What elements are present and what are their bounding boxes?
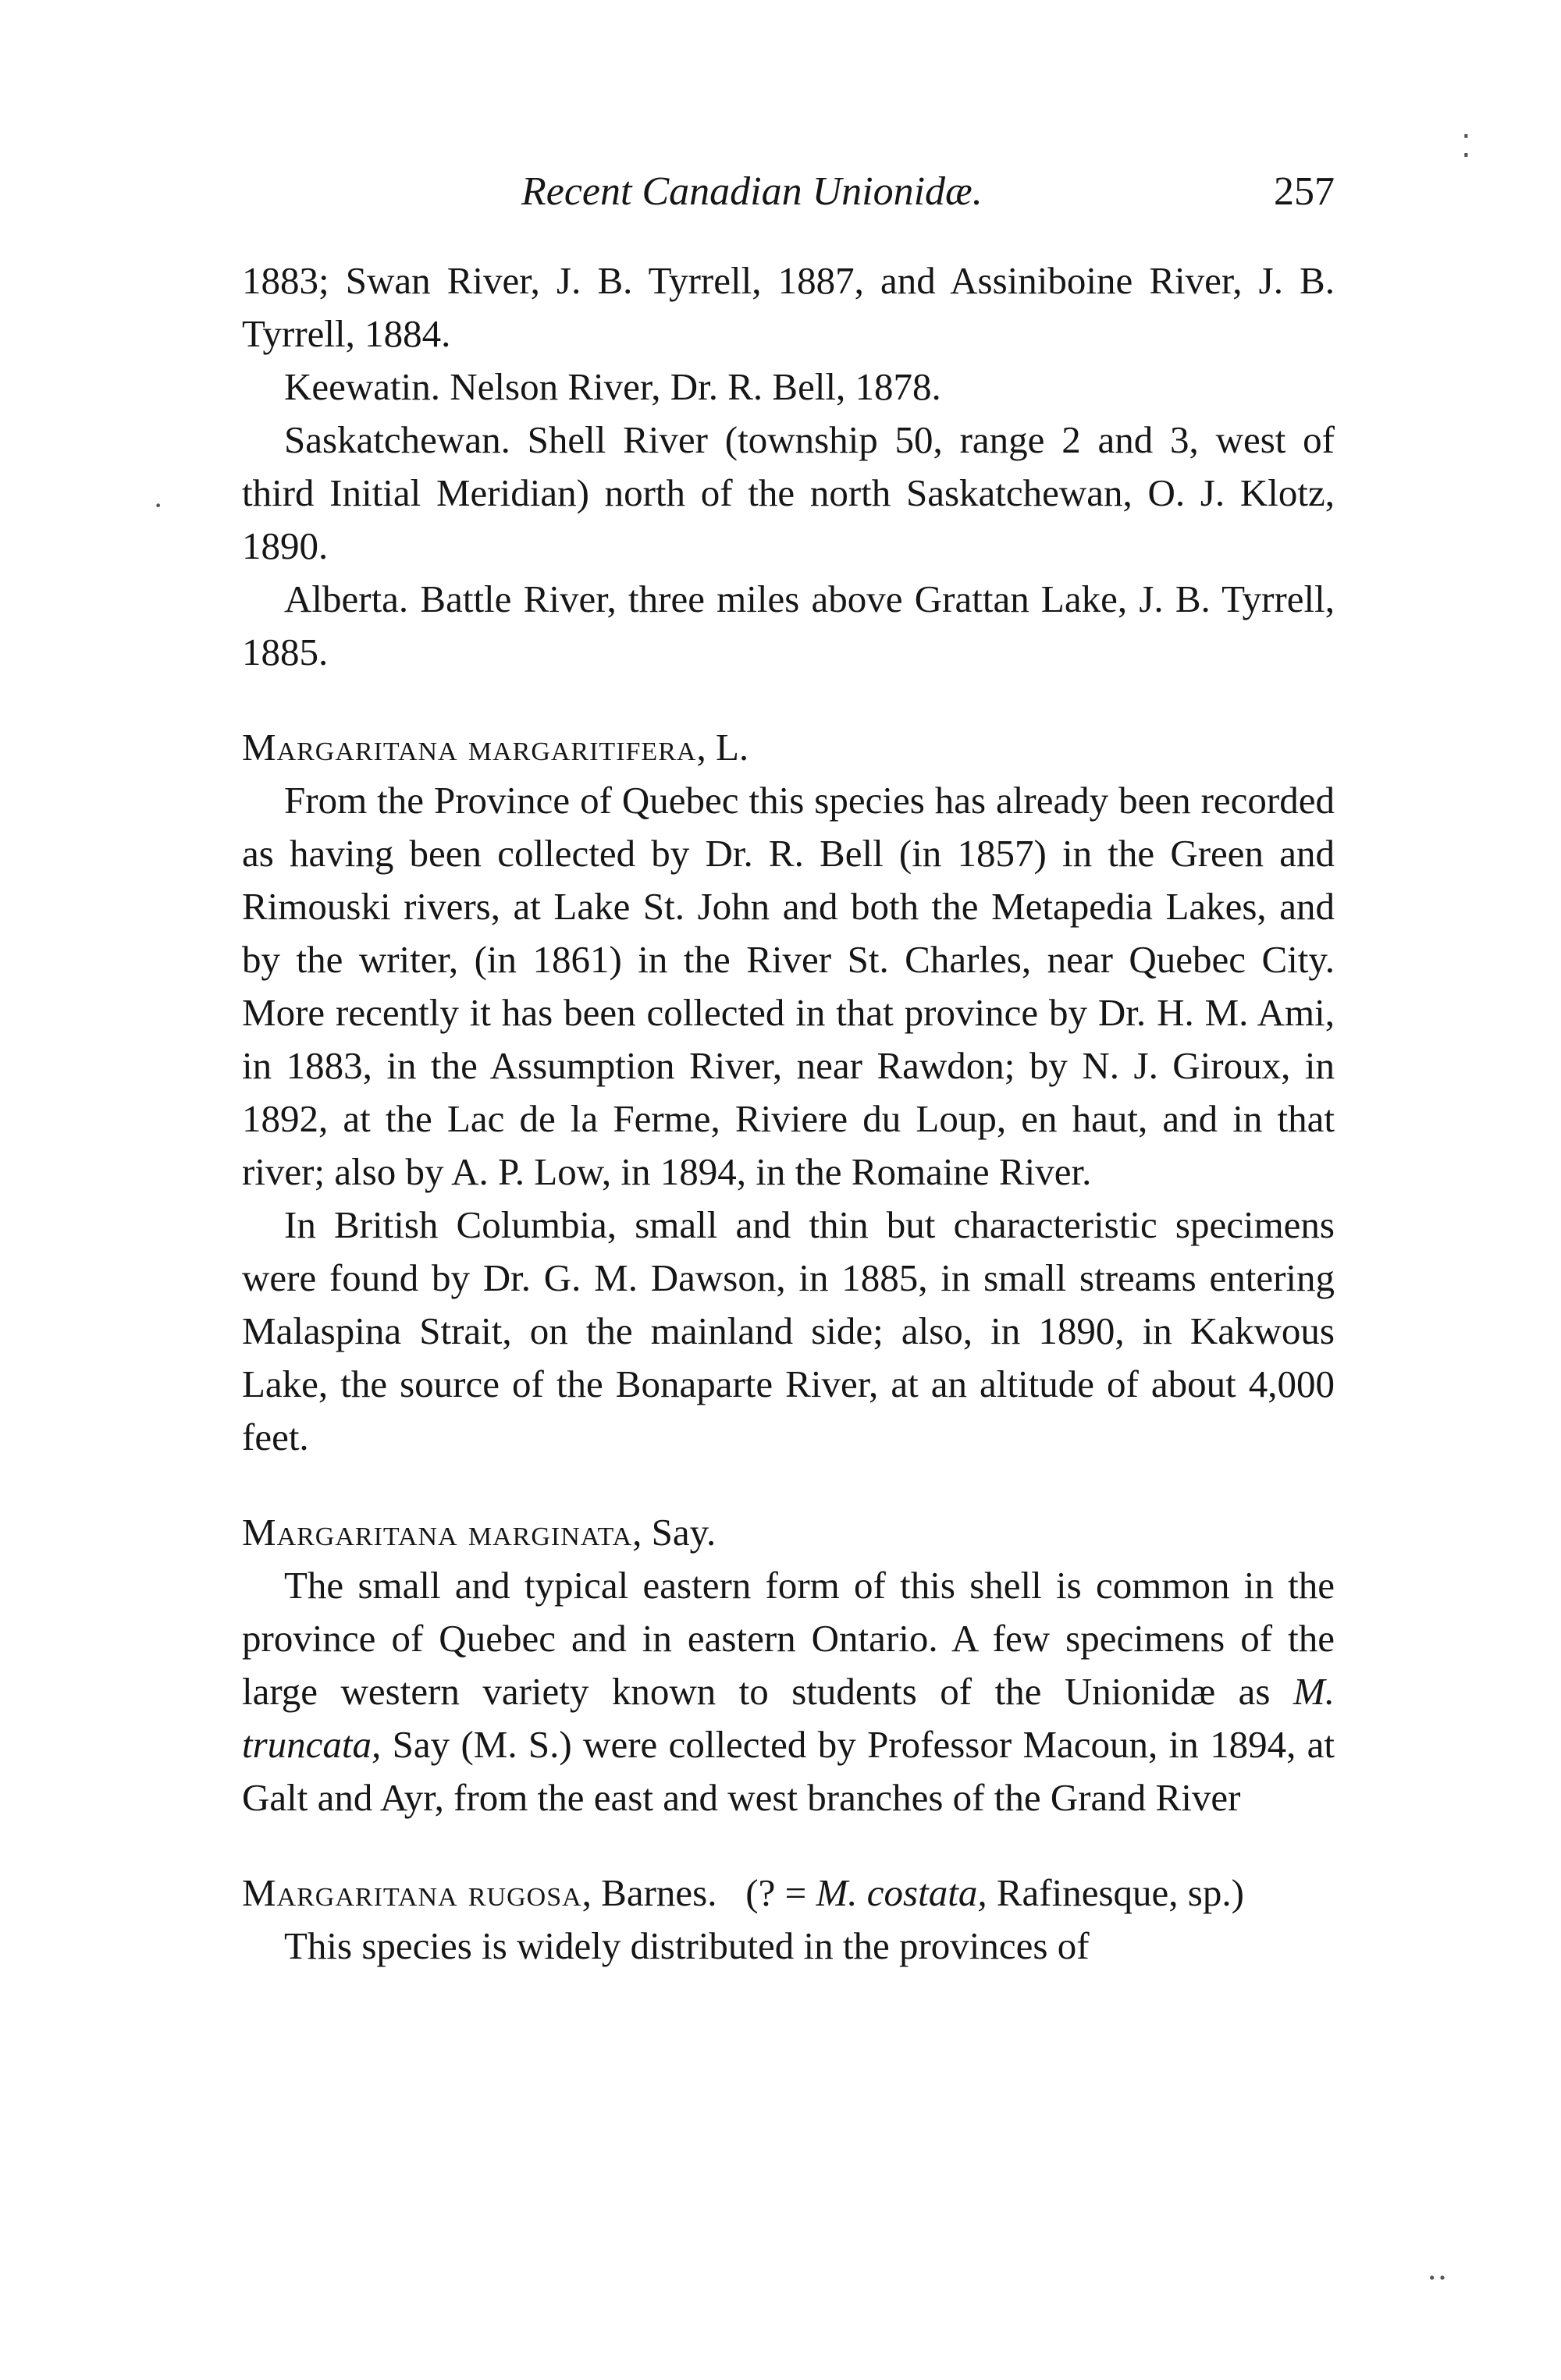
species-name: Margaritana marginata <box>242 1511 633 1554</box>
paragraph-text: Say (M. S.) were collected by Professor Macoun, in 1894, at Galt and Ayr, from the east and west branches of the Grand River <box>242 1723 1335 1819</box>
synonym-italic: M. costata, <box>816 1871 987 1914</box>
running-title: Recent Canadian Unionidæ. <box>521 169 983 214</box>
paragraph: Alberta. Battle River, three miles above Grattan Lake, J. B. Tyrrell, 1885. <box>242 577 1335 673</box>
species-heading <box>242 1867 1335 1920</box>
species-heading <box>242 1506 1335 1559</box>
paragraph <box>242 1559 1335 1824</box>
species-heading <box>242 721 1335 774</box>
margin-speck: · <box>153 488 164 523</box>
paragraph: Saskatchewan. Shell River (township 50, range 2 and 3, west of third Initial Meridian) north of the north Saskatchewan, O. J. Klotz, 1890. <box>242 418 1335 567</box>
margin-speck: ⁚ <box>1461 129 1471 164</box>
paragraph-text: The small and typical eastern form of this shell is common in the province of Quebec and in eastern Ontario. <box>242 1564 1335 1660</box>
paragraph: In British Columbia, small and thin but characteristic specimens were found by Dr. G. M. Dawson, in 1885, in small streams entering Malaspina Strait, on the mainland side; also, in 1890, in Kakwous Lake, the source of the Bonaparte River, at an altitude of about 4,000 feet. <box>242 1203 1335 1458</box>
paragraph: Keewatin. Nelson River, Dr. R. Bell, 1878. <box>284 365 941 408</box>
paragraph: This species is widely distributed in the provinces of <box>284 1924 1090 1967</box>
page-header <box>242 169 1335 223</box>
species-author: , L. <box>696 726 749 769</box>
paragraph-text: A few specimens of the large western variety known to students of the Unionidæ as <box>242 1617 1335 1713</box>
margin-speck: ‥ <box>1427 2251 1448 2286</box>
species-author: , Say. <box>632 1511 716 1554</box>
paragraph: From the Province of Quebec this species has already been recorded as having been collected by Dr. R. Bell (in 1857) in the Green and Rimouski rivers, at Lake St. John and both the Metapedia Lakes, and by the writer, (in 1861) in the River St. Charles, near Quebec City. More recently it has been collected in that province by Dr. H. M. Ami, in 1883, in the Assumption River, near Rawdon; by N. J. Giroux, in 1892, at the Lac de la Ferme, Riviere du Loup, en haut, and in that river; also by A. P. Low, in 1894, in the Romaine River. <box>242 779 1335 1193</box>
synonym-prefix: (? = <box>745 1871 807 1914</box>
taxon-italic: M. truncata, <box>242 1670 1335 1766</box>
page-body <box>242 254 1335 1973</box>
species-name: Margaritana margaritifera <box>242 726 697 769</box>
synonym-suffix: Rafinesque, sp.) <box>996 1871 1244 1914</box>
page-number: 257 <box>1274 169 1335 214</box>
species-author: , Barnes. <box>581 1871 717 1914</box>
paragraph: 1883; Swan River, J. B. Tyrrell, 1887, and Assiniboine River, J. B. Tyrrell, 1884. <box>242 259 1335 355</box>
species-name: Margaritana rugosa <box>242 1871 582 1914</box>
